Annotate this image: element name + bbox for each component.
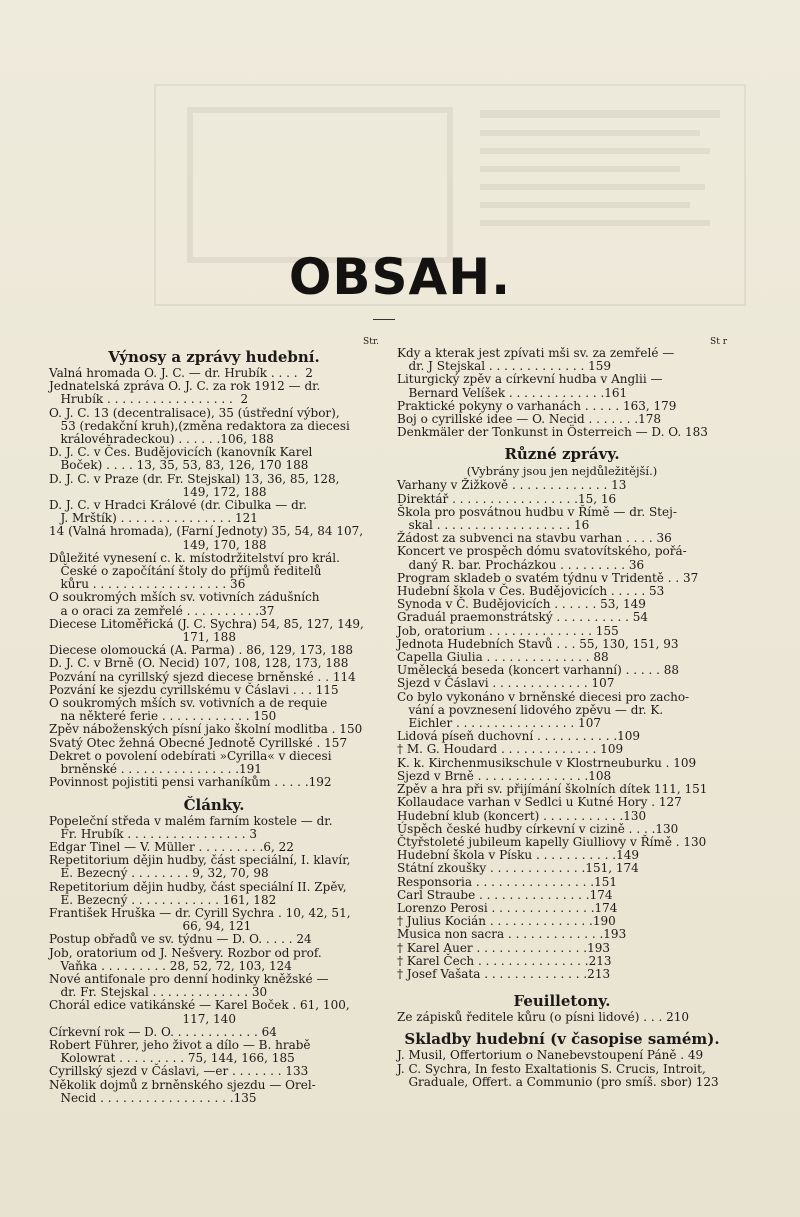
toc-entry: E. Bezecný . . . . . . . . 9, 32, 70, 98 xyxy=(49,866,269,881)
toc-entry: Hudební škola v Čes. Budějovicích . . . . . 53 xyxy=(397,584,665,599)
toc-entry: Postup obřadů ve sv. týdnu — D. O. . . . . 24 xyxy=(49,932,312,947)
toc-entry: Capella Giulia . . . . . . . . . . . . . . 88 xyxy=(397,650,609,665)
toc-entry: Co bylo vykonáno v brněnské diecesi pro zacho- xyxy=(397,689,690,704)
toc-entry: † Karel Čech . . . . . . . . . . . . . . .213 xyxy=(397,953,612,968)
toc-entry: Lidová píseň duchovní . . . . . . . . . . .109 xyxy=(397,729,641,744)
section-heading-clanky: Články. xyxy=(183,795,245,814)
toc-entry: Ze zápisků ředitele kůru (o písni lidové) . . . 210 xyxy=(397,1010,690,1025)
toc-entry: Graduale, Offert. a Communio (pro smíš. sbor) 123 xyxy=(397,1074,719,1089)
toc-entry: Kolowrat . . . . . . . . . 75, 144, 166, 185 xyxy=(49,1051,295,1066)
toc-entry: Hudební klub (koncert) . . . . . . . . . . .130 xyxy=(397,808,647,823)
toc-entry: Kdy a kterak jest zpívati mši sv. za zemřelé — xyxy=(397,346,675,360)
toc-entry: † Josef Vašata . . . . . . . . . . . . . .213 xyxy=(397,966,611,981)
toc-entry: 117, 140 xyxy=(49,1011,236,1026)
toc-entry: Kollaudace varhan v Sedlci u Kutné Hory . 127 xyxy=(397,795,682,810)
toc-entry: Koncert ve prospěch dómu svatovítského, pořá- xyxy=(397,544,687,559)
toc-entry: 53 (redakční kruh),(změna redaktora za diecesi xyxy=(49,418,350,433)
toc-entry: Boček) . . . . 13, 35, 53, 83, 126, 170 188 xyxy=(49,458,309,473)
toc-entry: Boj o cyrillské idee — O. Necid . . . . . . .178 xyxy=(397,412,661,427)
toc-entry: skal . . . . . . . . . . . . . . . . . . 16 xyxy=(397,518,590,533)
toc-entry: 14 (Valná hromada), (Farní Jednoty) 35, 54, 84 107, xyxy=(49,524,364,539)
toc-entry: D. J. C. v Praze (dr. Fr. Stejskal) 13, 36, 85, 128, xyxy=(49,471,340,486)
toc-entry: 149, 172, 188 xyxy=(49,484,267,499)
vynosy-list xyxy=(49,367,379,790)
continued-list xyxy=(397,347,727,439)
toc-entry: Eichler . . . . . . . . . . . . . . . . 107 xyxy=(397,716,601,731)
toc-entry: Církevní rok — D. O. . . . . . . . . . . . 64 xyxy=(49,1024,277,1039)
toc-entry: Denkmäler der Tonkunst in Österreich — D. O. 183 xyxy=(397,425,708,440)
toc-entry: Hrubík . . . . . . . . . . . . . . . . . 2 xyxy=(49,392,249,407)
toc-entry: Robert Führer, jeho život a dílo — B. hrabě xyxy=(49,1037,311,1052)
right-column xyxy=(397,338,727,1089)
toc-entry: Program skladeb o svatém týdnu v Tridentě . . 37 xyxy=(397,570,699,585)
toc-entry: † M. G. Houdard . . . . . . . . . . . . . 109 xyxy=(397,742,624,757)
toc-entry: 149, 170, 188 xyxy=(49,537,267,552)
section-heading-vynosy: Výnosy a zprávy hudební. xyxy=(108,348,320,366)
section-heading-skladby: Skladby hudební (v časopise samém). xyxy=(404,1030,720,1049)
toc-entry: Dekret o povolení odebírati »Cyrilla« v diecesi xyxy=(49,748,332,763)
toc-entry: D. J. C. v Hradci Králové (dr. Cibulka — dr. xyxy=(49,498,307,513)
toc-entry: O. J. C. 13 (decentralisace), 35 (ústřední výbor), xyxy=(49,405,340,420)
toc-entry: E. Bezecný . . . . . . . . . . . . 161, 182 xyxy=(49,892,277,907)
toc-entry: Responsoria . . . . . . . . . . . . . . . .151 xyxy=(397,874,618,889)
toc-entry: Úspěch české hudby církevní v cizině . . . .130 xyxy=(397,821,679,836)
toc-entry: Fr. Hrubík . . . . . . . . . . . . . . . . 3 xyxy=(49,826,258,841)
toc-entry: Diecese Litoměřická (J. C. Sychra) 54, 85, 127, 149, xyxy=(49,616,364,631)
toc-entry: Job, oratorium . . . . . . . . . . . . . . 155 xyxy=(397,623,619,638)
ruzne-list xyxy=(397,479,727,981)
toc-entry: J. Musil, Offertorium o Nanebevstoupení Páně . 49 xyxy=(397,1048,704,1063)
page-column-label: St r xyxy=(710,337,727,347)
skladby-list xyxy=(397,1049,727,1089)
toc-entry: Repetitorium dějin hudby, část speciální, I. klavír, xyxy=(49,853,351,868)
toc-entry: Žádost za subvenci na stavbu varhan . . . . 36 xyxy=(397,531,672,546)
toc-entry: Carl Straube . . . . . . . . . . . . . . .174 xyxy=(397,887,613,902)
toc-entry: Musica non sacra . . . . . . . . . . . . .193 xyxy=(397,927,627,942)
left-column xyxy=(49,338,379,1105)
toc-entry: † Julius Kocián . . . . . . . . . . . . . .190 xyxy=(397,914,616,929)
toc-entry: Škola pro posvátnou hudbu v Římě — dr. Stej- xyxy=(397,504,677,519)
toc-entry: Repetitorium dějin hudby, část speciální II. Zpěv, xyxy=(49,879,347,894)
toc-entry: Čtyřstoleté jubileum kapelly Giulliovy v Římě . 130 xyxy=(397,834,707,849)
toc-entry: František Hruška — dr. Cyrill Sychra . 10, 42, 51, xyxy=(49,905,351,920)
page-column-label: Str. xyxy=(363,337,379,347)
toc-entry: J. Mrštík) . . . . . . . . . . . . . . . 121 xyxy=(49,511,258,526)
toc-entry: Liturgický zpěv a církevní hudba v Anglii — xyxy=(397,372,663,387)
toc-entry: a o oraci za zemřelé . . . . . . . . . .37 xyxy=(49,603,275,618)
toc-entry: na některé ferie . . . . . . . . . . . . 150 xyxy=(49,709,277,724)
clanky-list xyxy=(49,815,379,1105)
toc-entry: O soukromých mších sv. votivních zádušních xyxy=(49,590,320,605)
title-divider xyxy=(373,319,395,320)
toc-entry: Valná hromada O. J. C. — dr. Hrubík . . . . 2 xyxy=(49,366,313,380)
toc-entry: Varhany v Žižkově . . . . . . . . . . . . . 13 xyxy=(397,478,627,493)
toc-entry: Lorenzo Perosi . . . . . . . . . . . . . .174 xyxy=(397,900,618,915)
toc-entry: Pozvání na cyrillský sjezd diecese brněnské . . 114 xyxy=(49,669,356,684)
toc-entry: daný R. bar. Procházkou . . . . . . . . . 36 xyxy=(397,557,645,572)
toc-entry: Synoda v Č. Budějovicích . . . . . . 53, 149 xyxy=(397,597,646,612)
toc-entry: Sjezd v Čáslavi . . . . . . . . . . . . . 107 xyxy=(397,676,615,691)
toc-entry: Graduál praemonstrátský . . . . . . . . . . 54 xyxy=(397,610,648,625)
toc-entry: kůru . . . . . . . . . . . . . . . . . . 36 xyxy=(49,577,246,592)
toc-entry: Jednota Hudebních Stavů . . . 55, 130, 151, 93 xyxy=(397,636,679,651)
toc-entry: vání a povznesení lidového zpěvu — dr. K. xyxy=(397,702,664,717)
toc-entry: České o započítání štoly do příjmů ředitelů xyxy=(49,564,322,579)
toc-entry: D. J. C. v Brně (O. Necid) 107, 108, 128, 173, 188 xyxy=(49,656,349,671)
toc-entry: Zpěv náboženských písní jako školní modlitba . 150 xyxy=(49,722,363,737)
toc-entry: O soukromých mších sv. votivních a de requie xyxy=(49,696,328,711)
spacer xyxy=(397,981,727,991)
toc-entry: Edgar Tinel — V. Müller . . . . . . . . .6, 22 xyxy=(49,839,294,854)
toc-entry: K. k. Kirchenmusikschule v Klostrneuburku . 109 xyxy=(397,755,697,770)
toc-entry: Několik dojmů z brněnského sjezdu — Orel- xyxy=(49,1077,316,1092)
toc-entry: Pozvání ke sjezdu cyrillskému v Čáslavi . . . 115 xyxy=(49,682,339,697)
toc-entry: dr. Fr. Stejskal . . . . . . . . . . . . . 30 xyxy=(49,985,268,1000)
feuilletony-list xyxy=(397,1011,727,1024)
toc-entry: Povinnost pojistiti pensi varhaníkům . . . . .192 xyxy=(49,775,332,790)
toc-entry: dr. J Stejskal . . . . . . . . . . . . . 159 xyxy=(397,359,611,374)
toc-entry: Nové antifonale pro denní hodinky kněžské — xyxy=(49,971,329,986)
section-subheading-ruzne: (Vybrány jsou jen nejdůležitější.) xyxy=(466,464,658,479)
section-heading-feuilletony: Feuilletony. xyxy=(513,992,611,1011)
toc-entry: královéhradeckou) . . . . . .106, 188 xyxy=(49,432,274,447)
toc-entry: J. C. Sychra, In festo Exaltationis S. Crucis, Introit, xyxy=(397,1061,706,1076)
section-heading-ruzne: Různé zprávy. xyxy=(504,445,620,464)
toc-entry: Svatý Otec žehná Obecné Jednotě Cyrillské . 157 xyxy=(49,735,348,750)
toc-entry: Direktář . . . . . . . . . . . . . . . . .15, 16 xyxy=(397,491,617,506)
toc-entry: Vaňka . . . . . . . . . 28, 52, 72, 103, 124 xyxy=(49,958,292,973)
toc-entry: Necid . . . . . . . . . . . . . . . . . .135 xyxy=(49,1090,257,1105)
page-title: OBSAH. xyxy=(288,248,512,306)
toc-entry: Státní zkoušky . . . . . . . . . . . . .151, 174 xyxy=(397,861,639,876)
toc-entry: 171, 188 xyxy=(49,630,236,645)
toc-entry: Diecese olomoucká (A. Parma) . 86, 129, 173, 188 xyxy=(49,643,353,658)
toc-entry: D. J. C. v Čes. Budějovicích (kanovník Karel xyxy=(49,445,313,460)
toc-entry: Praktické pokyny o varhanách . . . . . 163, 179 xyxy=(397,398,677,413)
toc-entry: Bernard Velíšek . . . . . . . . . . . . .161 xyxy=(397,385,628,400)
toc-entry: brněnské . . . . . . . . . . . . . . . .191 xyxy=(49,762,262,777)
toc-entry: Jednatelská zpráva O. J. C. za rok 1912 — dr. xyxy=(49,379,321,394)
toc-entry: † Karel Auer . . . . . . . . . . . . . . .193 xyxy=(397,940,610,955)
toc-entry: Chorál edice vatikánské — Karel Boček . 61, 100, xyxy=(49,998,350,1013)
toc-entry: Hudební škola v Písku . . . . . . . . . . .149 xyxy=(397,848,639,863)
toc-entry: Důležité vynesení c. k. místodržitelství pro král. xyxy=(49,550,340,565)
toc-entry: 66, 94, 121 xyxy=(49,919,252,934)
toc-entry: Cyrillský sjezd v Čáslavi, —er . . . . . . . 133 xyxy=(49,1064,309,1079)
toc-entry: Job, oratorium od J. Nešvery. Rozbor od prof. xyxy=(49,945,322,960)
toc-entry: Sjezd v Brně . . . . . . . . . . . . . . .108 xyxy=(397,768,612,783)
toc-entry: Umělecká beseda (koncert varhanní) . . . . . 88 xyxy=(397,663,680,678)
toc-entry: Zpěv a hra při sv. přijímání školních dítek 111, 151 xyxy=(397,782,708,797)
toc-entry: Popeleční středa v malém farním kostele — dr. xyxy=(49,813,333,828)
